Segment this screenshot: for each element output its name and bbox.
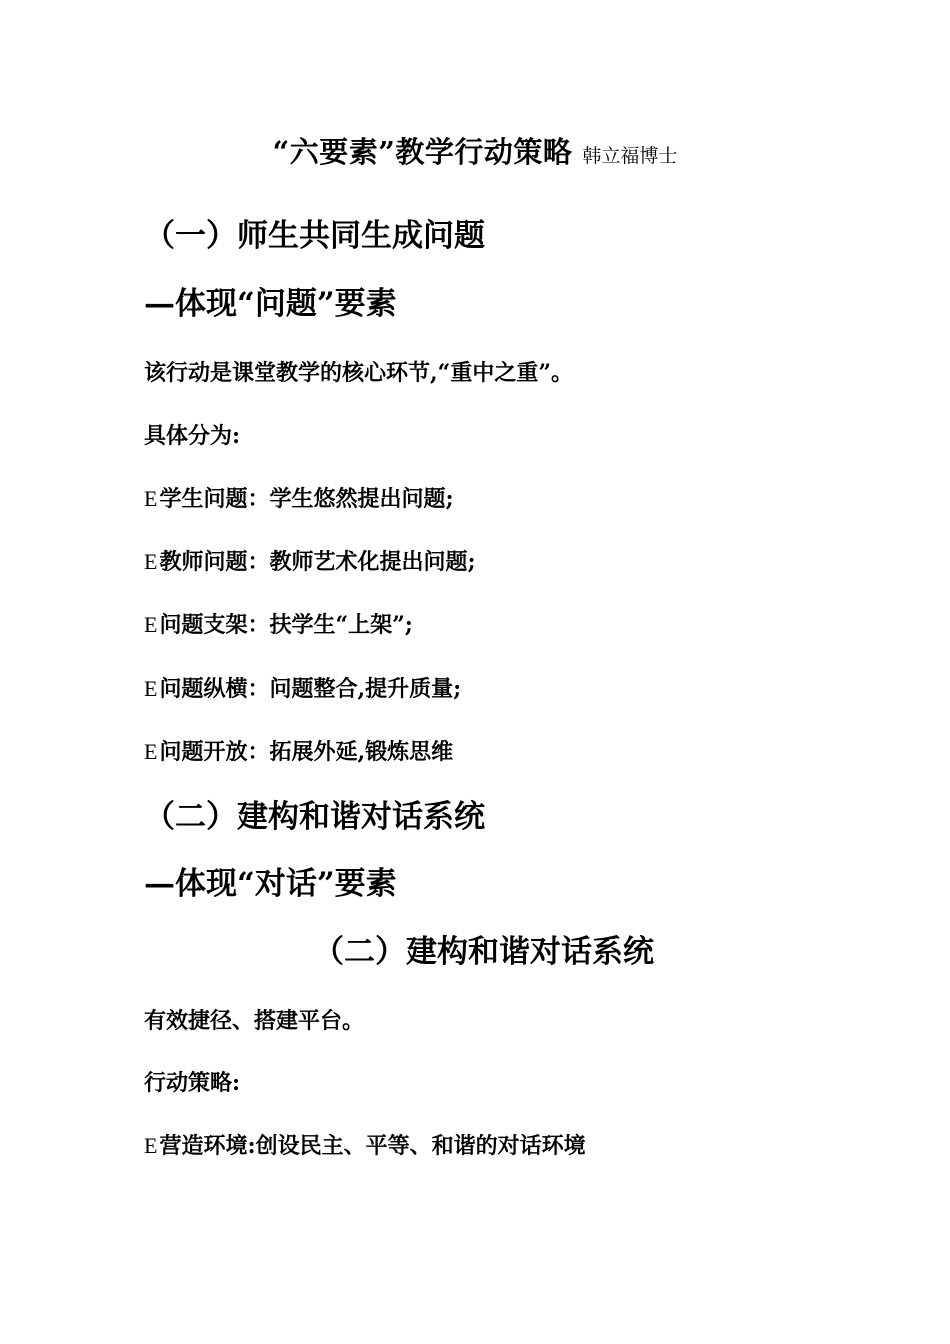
- bullet-mark: E: [144, 739, 158, 764]
- list-item-text: 学生问题：学生悠然提出问题;: [159, 486, 454, 512]
- bullet-mark: E: [144, 1133, 158, 1158]
- list-item-text: 营造环境:创设民主、平等、和谐的对话环境: [159, 1133, 586, 1159]
- section2-centered-heading: （二）建构和谐对话系统: [313, 934, 654, 970]
- section1-list-label: 具体分为:: [144, 423, 241, 449]
- list-item-text: 问题支架：扶学生“上架”;: [159, 612, 413, 638]
- bullet-mark: E: [144, 549, 158, 574]
- section1-heading: （一）师生共同生成问题: [144, 218, 485, 254]
- list-item: [144, 1131, 586, 1161]
- section2-subheading: —体现“对话”要素: [144, 866, 397, 902]
- list-item-text: 问题纵横：问题整合,提升质量;: [159, 676, 462, 702]
- section1-subheading: —体现“问题”要素: [144, 286, 397, 322]
- list-item: [144, 610, 413, 640]
- section2-heading: （二）建构和谐对话系统: [144, 799, 485, 835]
- list-item-text: 问题开放：拓展外延,锻炼思维: [159, 739, 454, 765]
- document-title: [0, 130, 950, 171]
- title-author: 韩立福博士: [582, 145, 678, 167]
- list-item: [144, 674, 461, 704]
- list-item: [144, 737, 453, 767]
- title-main: “六要素”教学行动策略: [272, 135, 573, 169]
- list-item: [144, 484, 454, 514]
- section1-intro: 该行动是课堂教学的核心环节,“重中之重”。: [144, 360, 573, 386]
- section2-intro: 有效捷径、搭建平台。: [144, 1008, 365, 1034]
- bullet-mark: E: [144, 486, 158, 511]
- bullet-mark: E: [144, 612, 158, 637]
- bullet-mark: E: [144, 676, 158, 701]
- section2-list-label: 行动策略:: [144, 1070, 241, 1096]
- list-item: [144, 547, 476, 577]
- list-item-text: 教师问题：教师艺术化提出问题;: [159, 549, 476, 575]
